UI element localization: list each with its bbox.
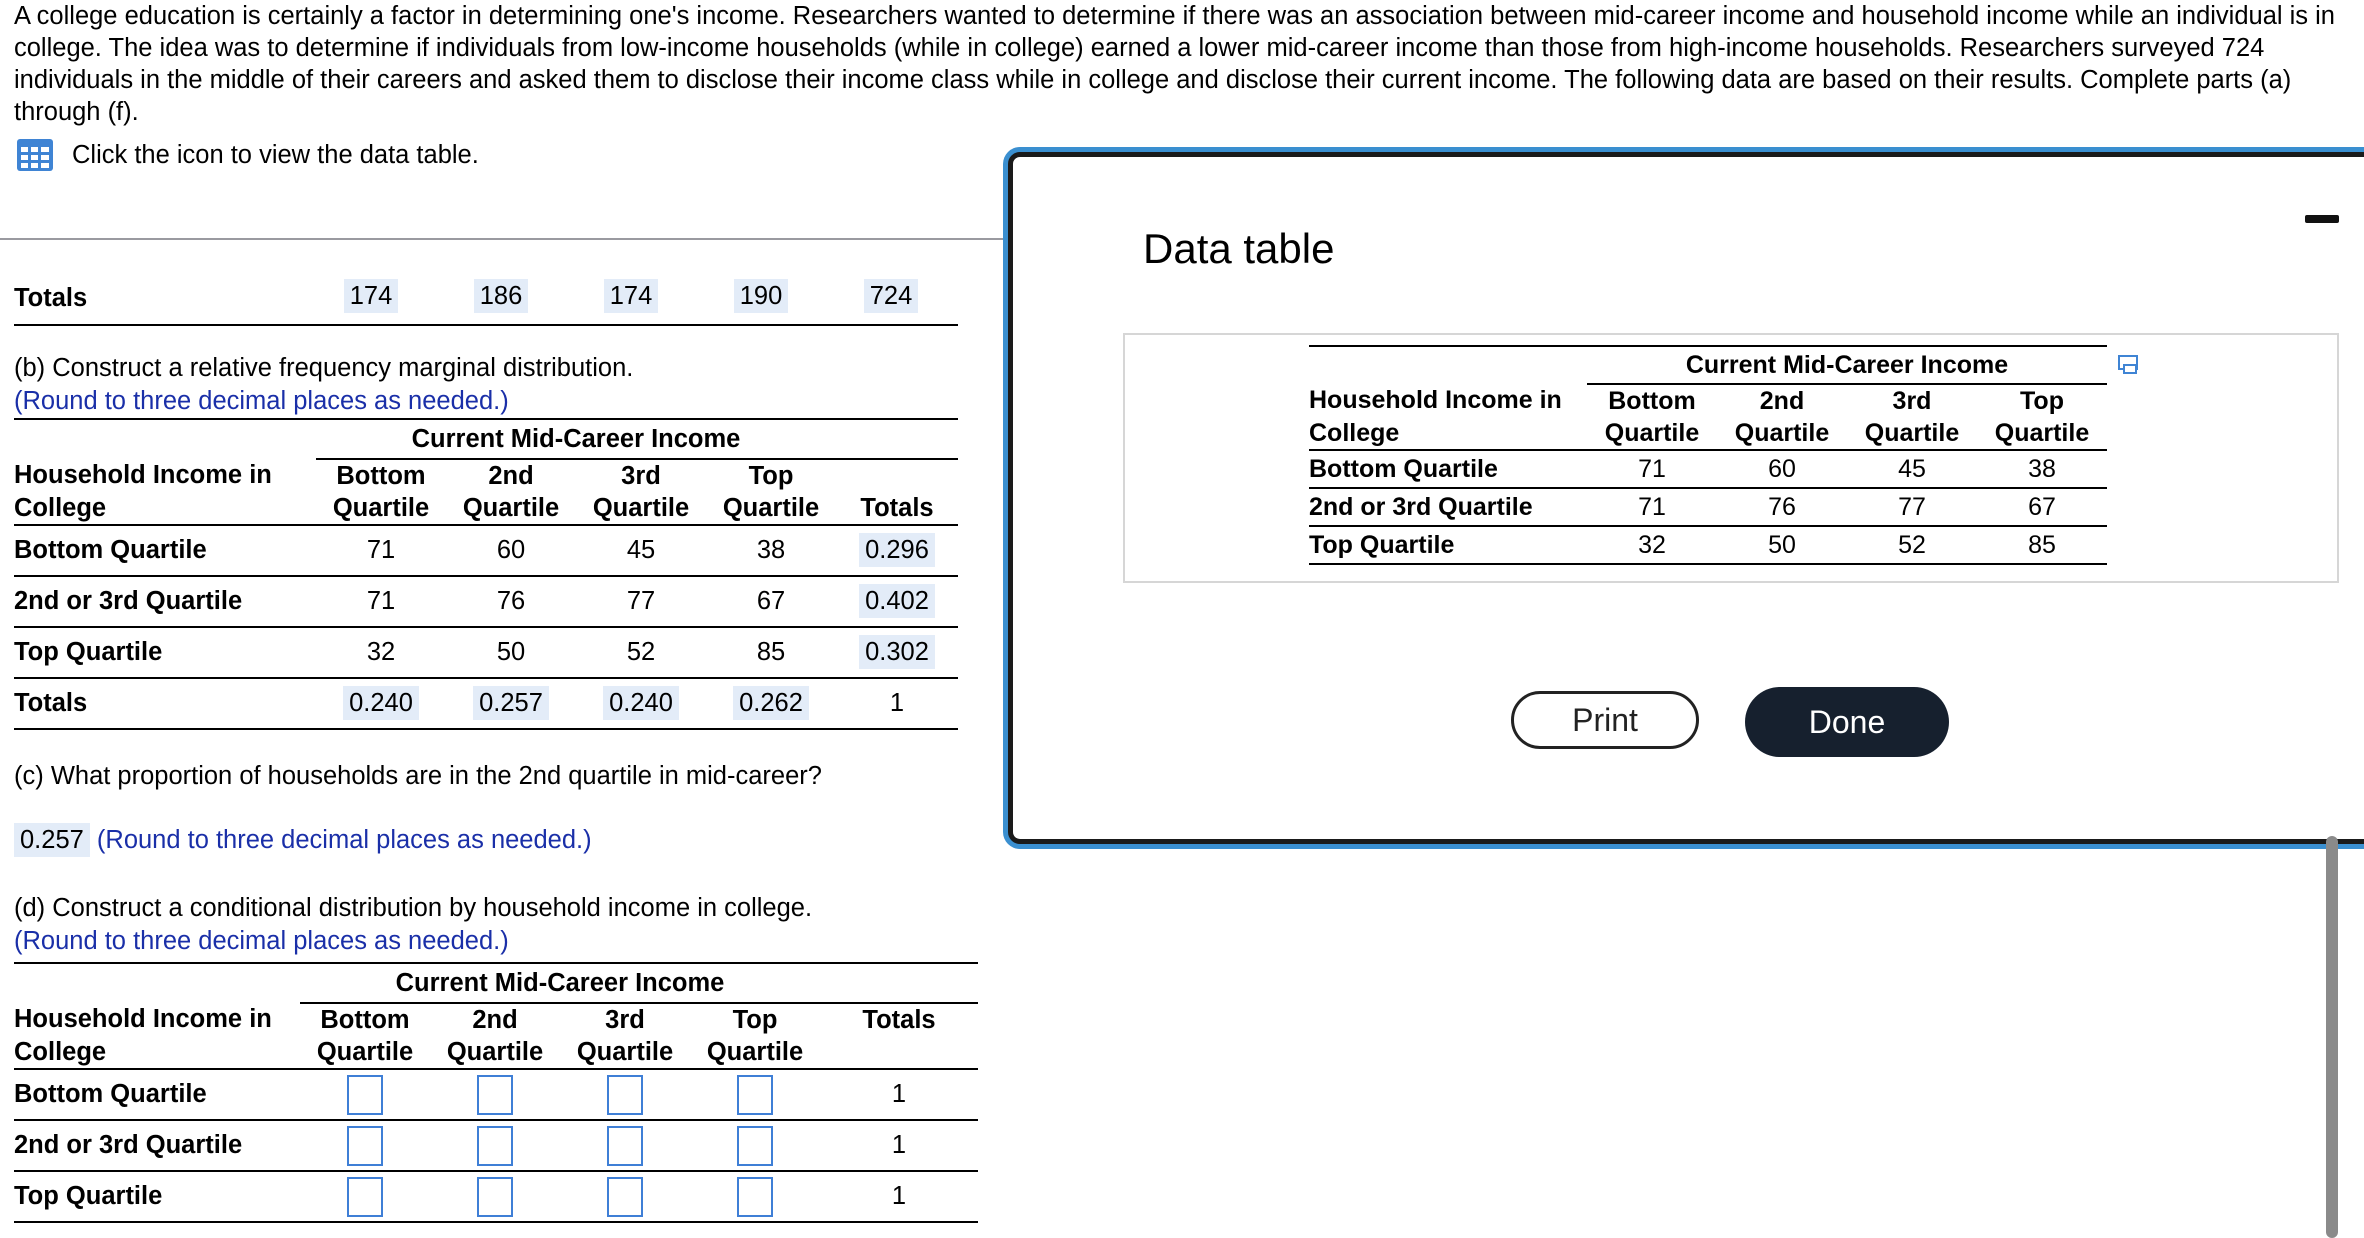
b-cell: 67 [756, 587, 786, 615]
totals-label: Totals [14, 284, 88, 312]
modal-row-label: 2nd or 3rd Quartile [1309, 492, 1533, 521]
modal-cell: 50 [1768, 530, 1796, 559]
b-row-label: Top Quartile [14, 638, 163, 666]
modal-data-table [1309, 345, 2107, 565]
part-d-table [14, 962, 978, 1223]
part-b-table [14, 418, 958, 730]
part-b-question-text: (b) Construct a relative frequency marginal distribution. [14, 354, 634, 382]
modal-cell: 52 [1898, 530, 1926, 559]
b-col-3rd-1: 3rd [621, 461, 661, 490]
d-col-3rd-2: Quartile [576, 1037, 674, 1066]
d-row-label: Top Quartile [14, 1182, 163, 1210]
part-d-question-text: (d) Construct a conditional distribution by household income in college. [14, 894, 813, 922]
part-b-note: (Round to three decimal places as needed.) [14, 387, 509, 415]
minimize-icon[interactable] [2305, 215, 2339, 223]
d-row-label: Bottom Quartile [14, 1080, 207, 1108]
b-col-total: 0.240 [603, 686, 679, 720]
answer-input[interactable] [347, 1075, 383, 1115]
expand-icon[interactable] [2118, 353, 2140, 375]
b-col-2nd-1: 2nd [488, 461, 534, 490]
b-cell: 50 [496, 638, 526, 666]
d-col-bottom-1: Bottom [320, 1005, 410, 1034]
modal-row-label: Top Quartile [1309, 530, 1455, 559]
table-row [14, 525, 958, 576]
part-d-question [14, 892, 812, 958]
modal-cell: 71 [1638, 492, 1666, 521]
part-a-totals-row [14, 282, 958, 326]
b-row-label: Bottom Quartile [14, 536, 207, 564]
modal-col-top-1: Top [2020, 386, 2064, 415]
d-row-header-2: College [14, 1037, 107, 1066]
table-row [14, 1171, 978, 1222]
totals-grand: 724 [864, 279, 919, 313]
b-cell: 38 [756, 536, 786, 564]
d-row-total: 1 [891, 1080, 907, 1108]
b-cell: 60 [496, 536, 526, 564]
b-row-header-2: College [14, 493, 107, 522]
b-col-total: 0.240 [343, 686, 419, 720]
table-row [14, 1120, 978, 1171]
b-totals-label: Totals [14, 689, 88, 717]
print-button[interactable]: Print [1511, 691, 1699, 749]
table-row [14, 678, 958, 729]
answer-input[interactable] [607, 1177, 643, 1217]
part-c-answer: 0.257 [14, 823, 90, 857]
table-row [1309, 488, 2107, 526]
d-col-3rd-1: 3rd [605, 1005, 645, 1034]
table-row [14, 627, 958, 678]
table-row [14, 1069, 978, 1120]
part-b-question [14, 352, 633, 418]
d-row-total: 1 [891, 1182, 907, 1210]
b-cell: 32 [366, 638, 396, 666]
b-grand-total: 1 [889, 689, 905, 717]
totals-3rd: 174 [604, 279, 659, 313]
modal-cell: 71 [1638, 454, 1666, 483]
table-row [1309, 450, 2107, 488]
b-row-total: 0.402 [859, 584, 935, 618]
answer-input[interactable] [477, 1126, 513, 1166]
modal-cell: 60 [1768, 454, 1796, 483]
totals-bottom: 174 [344, 279, 399, 313]
b-cell: 76 [496, 587, 526, 615]
modal-col-bottom-1: Bottom [1608, 386, 1696, 415]
modal-col-bottom-2: Quartile [1604, 418, 1700, 447]
modal-cell: 38 [2028, 454, 2056, 483]
b-row-total: 0.296 [859, 533, 935, 567]
b-super-header: Current Mid-Career Income [316, 419, 836, 459]
d-row-total: 1 [891, 1131, 907, 1159]
b-col-totals-2: Totals [860, 493, 934, 522]
d-col-totals-1: Totals [862, 1005, 936, 1034]
modal-cell: 32 [1638, 530, 1666, 559]
view-data-table-link[interactable] [16, 138, 479, 172]
answer-input[interactable] [607, 1075, 643, 1115]
data-table-panel [1123, 333, 2339, 583]
d-col-bottom-2: Quartile [316, 1037, 414, 1066]
b-col-3rd-2: Quartile [592, 493, 690, 522]
d-col-2nd-1: 2nd [472, 1005, 518, 1034]
b-col-total: 0.262 [733, 686, 809, 720]
part-c-question: (c) What proportion of households are in the 2nd quartile in mid-career? [14, 762, 822, 790]
b-col-bottom-2: Quartile [332, 493, 430, 522]
d-row-header-1: Household Income in [14, 1005, 272, 1033]
modal-cell: 85 [2028, 530, 2056, 559]
modal-row-header-1: Household Income in [1309, 386, 1562, 414]
modal-col-top-2: Quartile [1994, 418, 2090, 447]
b-row-total: 0.302 [859, 635, 935, 669]
b-col-totals-1 [836, 459, 958, 492]
b-row-header-1: Household Income in [14, 461, 272, 489]
answer-input[interactable] [607, 1126, 643, 1166]
answer-input[interactable] [347, 1126, 383, 1166]
b-col-total: 0.257 [473, 686, 549, 720]
modal-col-2nd-1: 2nd [1759, 386, 1805, 415]
b-cell: 45 [626, 536, 656, 564]
answer-input[interactable] [477, 1075, 513, 1115]
view-data-table-label[interactable]: Click the icon to view the data table. [72, 140, 479, 169]
b-cell: 71 [366, 587, 396, 615]
d-row-label: 2nd or 3rd Quartile [14, 1131, 243, 1159]
b-cell: 77 [626, 587, 656, 615]
modal-col-3rd-1: 3rd [1892, 386, 1932, 415]
d-col-2nd-2: Quartile [446, 1037, 544, 1066]
problem-statement: A college education is certainly a factor in determining one's income. Researchers wanted to determine if there was an association between mid-career income and household income while an individual is in college. The idea was to determine if individuals from low-income households (while in college) earned a lower mid-career income than those from high-income households. Researchers surveyed 724 individuals in the middle of their careers and asked them to disclose their income class while in college and disclose their current income. The following data are based on their results. Complete parts (a) through (f). [14, 2, 2335, 126]
modal-cell: 45 [1898, 454, 1926, 483]
modal-title: Data table [1143, 225, 1335, 272]
d-col-top-2: Quartile [706, 1037, 804, 1066]
table-row [1309, 526, 2107, 564]
data-table-modal [1008, 152, 2364, 844]
b-col-top-2: Quartile [722, 493, 820, 522]
answer-input[interactable] [737, 1075, 773, 1115]
modal-row-label: Bottom Quartile [1309, 454, 1498, 483]
table-icon[interactable] [16, 138, 54, 172]
modal-row-header-2: College [1309, 418, 1400, 447]
part-c-note: (Round to three decimal places as needed.) [96, 826, 592, 854]
b-col-bottom-1: Bottom [336, 461, 426, 490]
modal-col-3rd-2: Quartile [1864, 418, 1960, 447]
part-c-answer-line [14, 824, 592, 857]
answer-input[interactable] [477, 1177, 513, 1217]
section-divider [0, 238, 1010, 240]
d-col-totals-2 [820, 1036, 978, 1069]
b-col-top-1: Top [748, 461, 794, 490]
d-super-header: Current Mid-Career Income [300, 963, 820, 1003]
b-cell: 52 [626, 638, 656, 666]
answer-input[interactable] [737, 1177, 773, 1217]
part-d-note: (Round to three decimal places as needed.) [14, 927, 509, 955]
totals-2nd: 186 [474, 279, 529, 313]
modal-cell: 77 [1898, 492, 1926, 521]
modal-cell: 76 [1768, 492, 1796, 521]
b-cell: 71 [366, 536, 396, 564]
done-button[interactable]: Done [1745, 687, 1949, 757]
table-row [14, 576, 958, 627]
d-col-top-1: Top [732, 1005, 778, 1034]
modal-cell: 67 [2028, 492, 2056, 521]
totals-top: 190 [734, 279, 789, 313]
b-row-label: 2nd or 3rd Quartile [14, 587, 243, 615]
b-cell: 85 [756, 638, 786, 666]
modal-super-header: Current Mid-Career Income [1587, 346, 2107, 384]
scrollbar[interactable] [2326, 836, 2338, 1238]
answer-input[interactable] [737, 1126, 773, 1166]
answer-input[interactable] [347, 1177, 383, 1217]
modal-col-2nd-2: Quartile [1734, 418, 1830, 447]
b-col-2nd-2: Quartile [462, 493, 560, 522]
